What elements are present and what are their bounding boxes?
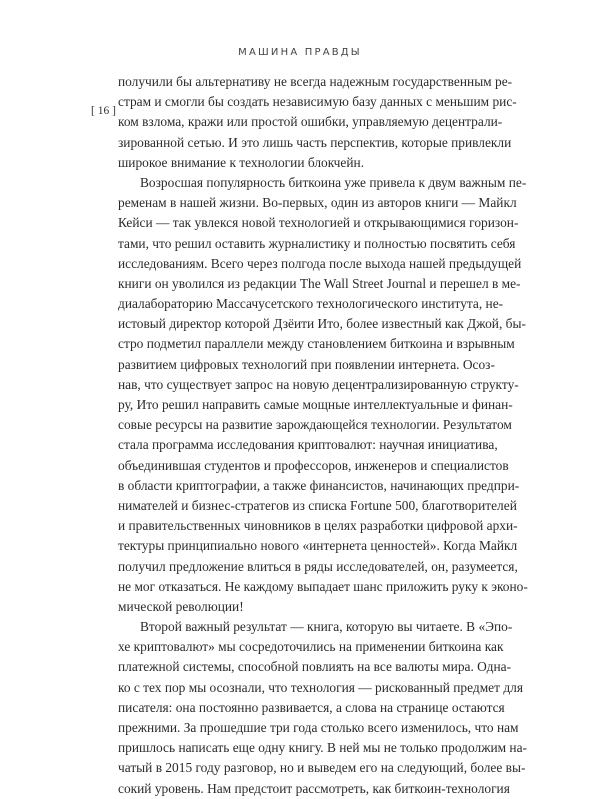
text-line: тектуры принципиально нового «интернета ценностей». Когда Майкл (118, 538, 518, 554)
text-line: получил предложение влиться в ряды исследователей, он, разумеется, (118, 558, 518, 574)
text-line: страм и смогли бы создать независимую базу данных с меньшим рис- (118, 94, 517, 110)
text-line: чатый в 2015 году разговор, но и выведем его на следующий, более вы- (118, 760, 526, 776)
text-line: хе криптовалют» мы сосредоточились на применении биткоина как (118, 639, 504, 655)
text-line: ком взлома, кражи или простой ошибки, управляемую децентрали- (118, 114, 503, 130)
text-line: и правительственных чиновников в целях разработки цифровой архи- (118, 518, 518, 534)
text-line: пришлось написать еще одну книгу. В ней мы не только продолжим на- (118, 740, 528, 756)
text-line: стро подметил параллели между становлением биткоина и взрывным (118, 336, 515, 352)
text-line: получили бы альтернативу не всегда надежным государственным ре- (118, 74, 513, 89)
text-line: ременам в нашей жизни. Во-первых, один из авторов книги — Майкл (118, 195, 517, 211)
text-line: книги он уволился из редакции The Wall Street Journal и перешел в ме- (118, 275, 521, 291)
text-line: стала программа исследования криптовалют: научная инициатива, (118, 437, 498, 453)
text-line: не мог отказаться. Не каждому выпадает шанс приложить руку к эконо- (118, 578, 528, 594)
running-head: МАШИНА ПРАВДЫ (238, 47, 362, 58)
text-line: нав, что существует запрос на новую децентрализированную структу- (118, 376, 519, 392)
paragraph-first-line: Возросшая популярность биткоина уже привела к двум важным пе- (140, 174, 527, 190)
text-line: исследованиям. Всего через полгода после выхода нашей предыдущей (118, 255, 522, 271)
paragraph-first-line: Второй важный результат — книга, которую вы читаете. В «Эпо- (140, 619, 513, 635)
text-line: ко с тех пор мы осознали, что технология — рискованный предмет для (118, 679, 523, 695)
text-line: диалабораторию Массачусетского технологического института, не- (118, 296, 504, 312)
text-line: широкое внимание к технологии блокчейн. (118, 154, 365, 170)
text-line: платежной системы, способной повлиять на все валюты мира. Одна- (118, 659, 512, 675)
text-line: ру, Ито решил направить самые мощные интеллектуальные и финан- (118, 397, 513, 412)
text-line: зированной сетью. И это лишь часть перспектив, которые привлекли (118, 134, 512, 150)
text-line: писателя: она постоянно развивается, а слова на странице остаются (118, 699, 505, 715)
text-line: прежними. За прошедшие три года столько всего изменилось, что нам (118, 720, 519, 735)
text-line: нимателей и бизнес-стратегов из списка Fortune 500, благотворителей (118, 497, 517, 513)
text-line: в области криптографии, а также финансистов, начинающих предпри- (118, 477, 520, 493)
text-line: тами, что решил оставить журналистику и полностью посвятить себя (118, 235, 516, 251)
text-line: совые ресурсы на развитие зарождающейся технологии. Результатом (118, 417, 512, 433)
text-line: Кейси — так увлекся новой технологией и открывающимися горизон- (118, 215, 519, 231)
text-line: объединившая студентов и профессоров, инженеров и специалистов (118, 457, 509, 473)
text-line: сокий уровень. Нам предстоит рассмотреть, как биткоин-технология (118, 780, 510, 796)
body-text (118, 72, 528, 799)
text-line: истовый директор которой Дзёити Ито, более известный как Джой, бы- (118, 316, 526, 332)
text-line: мической революции! (118, 598, 244, 614)
page-number: [ 16 ] (91, 105, 116, 117)
text-line: развитием цифровых технологий при появлении интернета. Осоз- (118, 356, 495, 372)
